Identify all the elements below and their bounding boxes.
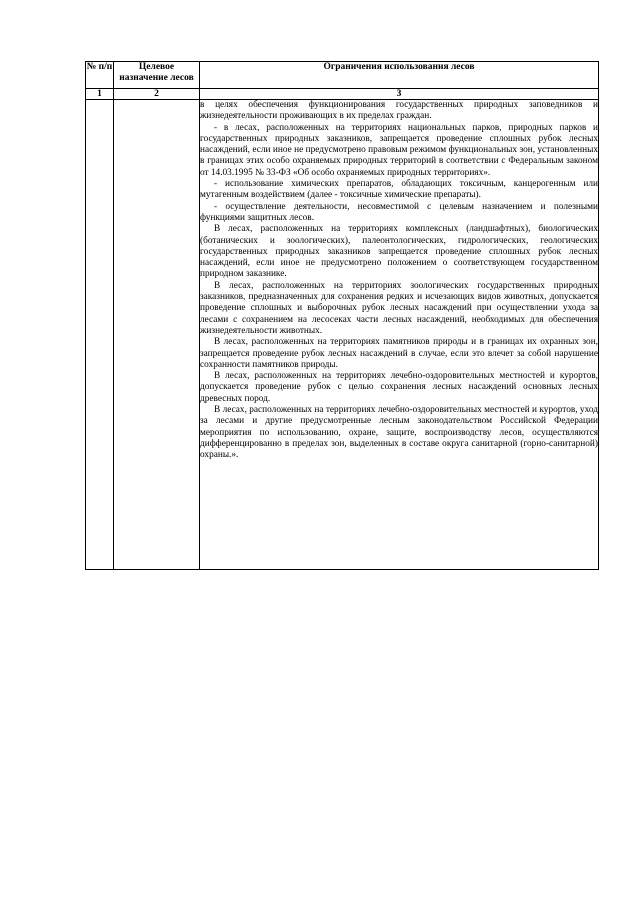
header-purpose: Целевое назначение лесов xyxy=(114,62,200,89)
header-restrictions: Ограничения использования лесов xyxy=(200,62,599,89)
cell-purpose xyxy=(114,100,200,570)
restrictions-table xyxy=(85,61,599,570)
table-header-row xyxy=(86,62,599,89)
column-number-row xyxy=(86,89,599,100)
paragraph: В лесах, расположенных на территориях лечебно-оздоровительных местностей и курортов, допускается проведение рубок с целью сохранения лесных насаждений основных лесных древесных пород. xyxy=(200,371,598,404)
cell-restrictions xyxy=(200,100,599,570)
header-number: № п/п xyxy=(86,62,114,89)
column-number-2: 2 xyxy=(114,89,200,100)
cell-number xyxy=(86,100,114,570)
table-row xyxy=(86,100,599,570)
paragraph: - в лесах, расположенных на территориях национальных парков, природных парков и государственных природных заказников, запрещается проведение сплошных рубок лесных насаждений, если иное не предусмотрено правовым режимом функциональных зон, установленных в границах этих особо охраняемых природных территорий в соответствии с Федеральным законом от 14.03.1995 № 33-ФЗ «Об особо охраняемых природных территориях». xyxy=(200,122,598,178)
column-number-3: 3 xyxy=(200,89,599,100)
paragraph: В лесах, расположенных на территориях комплексных (ландшафтных), биологических (ботанических и зоологических), палеонтологических, гидрологических, геологических государственных природных заказников запрещается проведение сплошных рубок лесных насаждений, если иное не предусмотрено положением о соответствующем государственном природном заказнике. xyxy=(200,224,598,280)
paragraph: - осуществление деятельности, несовместимой с целевым назначением и полезными функциями защитных лесов. xyxy=(200,201,598,223)
column-number-1: 1 xyxy=(86,89,114,100)
paragraph: В лесах, расположенных на территориях памятников природы и в границах их охранных зон, запрещается проведение рубок лесных насаждений в случае, если это влечет за собой нарушение сохранности памятников природы. xyxy=(200,337,598,370)
paragraph: - использование химических препаратов, обладающих токсичным, канцерогенным или мутагенным воздействием (далее - токсичные химические препараты). xyxy=(200,179,598,201)
paragraph: в целях обеспечения функционирования государственных природных заповедников и жизнедеятельности проживающих в их пределах граждан. xyxy=(200,100,598,122)
paragraph: В лесах, расположенных на территориях зоологических государственных природных заказников, предназначенных для сохранения редких и исчезающих видов животных, допускается проведение сплошных и выборочных рубок лесных насаждений при осуществлении ухода за лесами с сохранением на лесосеках части лесных насаждений, необходимых для обеспечения жизнедеятельности животных. xyxy=(200,280,598,336)
paragraph: В лесах, расположенных на территориях лечебно-оздоровительных местностей и курортов, уход за лесами и другие предусмотренные лесным законодательством Российской Федерации мероприятия по использованию, охране, защите, воспроизводству лесов, осуществляются дифференцированно в пределах зон, выделенных в составе округа санитарной (горно-санитарной) охраны.». xyxy=(200,405,598,461)
